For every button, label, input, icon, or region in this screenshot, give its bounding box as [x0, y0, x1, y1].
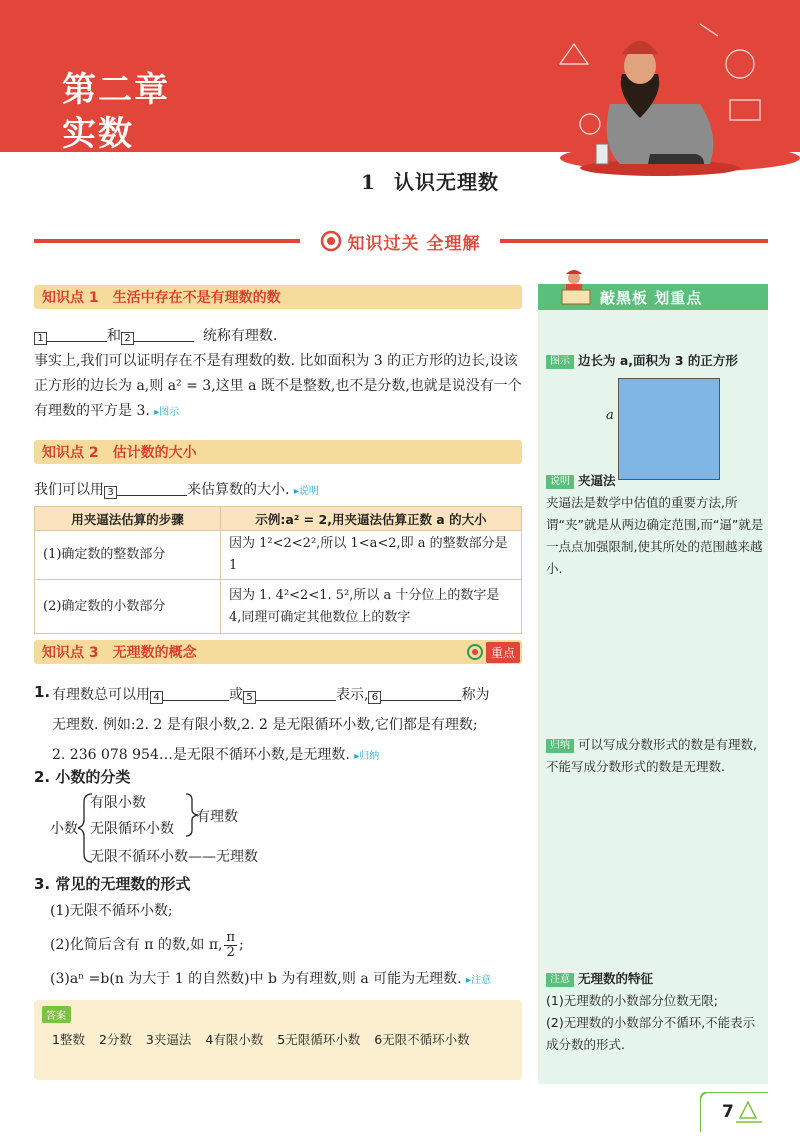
irrational-forms: (1)无限不循环小数; (2)化简后含有 π 的数,如 π, $\frac{\pi}{2}$ ; (3)aⁿ =b(n 为大于 1 的自然数)中 b 为有理数,则 a 可能为无理数. ▸注意 [50, 894, 520, 998]
blank-1[interactable] [47, 328, 107, 342]
blank-2-marker: 2 [121, 332, 134, 345]
kp3-h2: 小数的分类 [55, 768, 131, 786]
kp2-intro [34, 478, 522, 504]
note-line-1: (1)无理数的小数部分位数无限; [546, 993, 718, 1008]
section-number: 1 [361, 170, 376, 194]
kp2-intro-a: 我们可以用 [34, 482, 104, 498]
target-icon [320, 230, 342, 252]
sidebar-notes [538, 284, 768, 1084]
summary-text: 可以写成分数形式的数是有理数,不能写成分数形式的数是无理数. [546, 737, 757, 774]
kp3-h3: 常见的无理数的形式 [55, 875, 191, 893]
decimal-classification [50, 790, 310, 870]
kp3-p1-a: 有理数总可以用 [52, 687, 150, 703]
explain-text: 夹逼法是数学中估值的重要方法,所谓“夹”就是从两边确定范围,而“逼”就是一点点加强限制,使其所处的范围越来越小. [546, 495, 764, 576]
blank-6[interactable] [381, 687, 461, 701]
kp1-and: 和 [107, 328, 121, 344]
section-title-text: 认识无理数 [393, 170, 499, 194]
knowledge-banner [300, 226, 500, 256]
kp3-label: 知识点 3 [42, 645, 99, 661]
kp2-heading [34, 440, 522, 464]
chapter-number: 第二章 [62, 70, 170, 110]
explain-label: 说明 [546, 475, 574, 489]
cls-repeating: 无限循环小数 [90, 821, 174, 837]
bullseye-icon [467, 644, 483, 660]
pi-over-2-fraction [224, 931, 237, 960]
answer-item: 1整数 [52, 1032, 85, 1047]
figure-tag[interactable]: ▸图示 [154, 407, 180, 418]
figure-label: 图示 [546, 355, 574, 369]
answer-item: 6无限不循环小数 [374, 1032, 470, 1047]
fraction-denominator: 2 [226, 944, 235, 960]
figure-caption: 边长为 a,面积为 3 的正方形 [578, 353, 738, 368]
cls-irrational: 无限不循环小数——无理数 [90, 849, 258, 865]
kp3-p1-line2: 无理数. 例如:2. 2 是有限小数,2. 2̇ 是无限循环小数,它们都是有理数; [52, 717, 478, 733]
blank-2[interactable] [134, 328, 194, 342]
kp3-p1-line3: 2. 236 078 954…是无限不循环小数,是无理数. [52, 747, 350, 763]
kp3-p1-d: 称为 [461, 687, 490, 703]
kp1-text [34, 349, 522, 425]
answer-item: 5无限循环小数 [277, 1032, 361, 1047]
cls-finite: 有限小数 [90, 795, 146, 811]
kp1-name: 生活中存在不是有理数的数 [112, 290, 281, 306]
cls-rational: 有理数 [196, 809, 238, 825]
kp3-p1-b: 或 [229, 687, 243, 703]
explain-title: 夹逼法 [578, 473, 616, 488]
blank-4-marker: 4 [150, 691, 163, 704]
side-length-label: a [606, 408, 614, 423]
kp1-heading [34, 285, 522, 309]
sidebar-explain [546, 470, 764, 580]
badge-text: 重点 [486, 642, 520, 663]
table-header: 用夹逼法估算的步骤 [35, 507, 221, 531]
section-title [300, 166, 560, 195]
summary-label: 归纳 [546, 739, 574, 753]
blank-4[interactable] [163, 687, 229, 701]
square-figure [618, 378, 720, 480]
answer-list [52, 1030, 518, 1050]
table-cell: (1)确定数的整数部分 [35, 531, 221, 580]
kp1-line1 [34, 324, 522, 349]
item-number-3: 3. 常见的无理数的形式 [34, 875, 191, 893]
item-number-1: 1. [34, 683, 51, 701]
note-title: 无理数的特征 [578, 971, 654, 986]
kp2-name: 估计数的大小 [112, 445, 197, 461]
note-tag[interactable]: ▸注意 [466, 975, 492, 986]
answer-box [34, 1000, 522, 1080]
cls-root: 小数 [50, 821, 78, 837]
sidebar-title: 敲黑板 划重点 [600, 288, 703, 307]
answer-tag: 答案 [42, 1006, 71, 1023]
explain-tag[interactable]: ▸说明 [293, 486, 319, 497]
answer-item: 3夹逼法 [145, 1032, 192, 1047]
blank-6-marker: 6 [368, 691, 381, 704]
item-number-2: 2. 小数的分类 [34, 768, 131, 786]
table-cell: 因为 1²<2<2²,所以 1<a<2,即 a 的整数部分是 1 [221, 531, 522, 580]
kp3-p1 [52, 680, 522, 772]
sidebar-summary [546, 734, 764, 778]
sidebar-figure [546, 350, 764, 372]
answer-item: 4有限小数 [205, 1032, 264, 1047]
kp2-label: 知识点 2 [42, 445, 99, 461]
form-1: (1)无限不循环小数; [50, 903, 173, 919]
kp3-p1-c: 表示, [336, 687, 369, 703]
form-2: (2)化简后含有 π 的数,如 π, [50, 937, 223, 953]
note-label: 注意 [546, 973, 574, 987]
kp3-name: 无理数的概念 [112, 645, 197, 661]
kp3-heading [34, 640, 522, 664]
sidebar-note [546, 968, 764, 1056]
sidebar-header [538, 284, 768, 310]
table-cell: 因为 1. 4²<2<1. 5²,所以 a 十分位上的数字是 4,同理可确定其他数位上的数字 [221, 580, 522, 634]
page-number: 7 [722, 1102, 734, 1122]
key-point-badge [467, 642, 520, 663]
kp1-body [34, 324, 522, 425]
kp2-intro-b: 来估算数的大小. [187, 482, 290, 498]
squeeze-method-table [34, 506, 522, 634]
blank-3-marker: 3 [104, 486, 117, 499]
blank-5-marker: 5 [243, 691, 256, 704]
banner-text: 知识过关 全理解 [347, 233, 481, 254]
blank-3[interactable] [117, 482, 187, 496]
kp1-line1-end: 统称有理数. [202, 328, 278, 344]
answer-item: 2分数 [98, 1032, 132, 1047]
blank-5[interactable] [256, 687, 336, 701]
fraction-numerator: π [226, 929, 236, 945]
teacher-icon [560, 270, 592, 310]
note-line-2: (2)无理数的小数部分不循环,不能表示成分数的形式. [546, 1015, 756, 1052]
sitting-man-illustration [530, 4, 780, 180]
chapter-title: 实数 [62, 114, 134, 154]
kp1-label: 知识点 1 [42, 290, 99, 306]
kp1-paragraph: 事实上,我们可以证明存在不是有理数的数. 比如面积为 3 的正方形的边长,设该正方形的边长为 a,则 a² = 3,这里 a 既不是整数,也不是分数,也就是说没有一个有理数的平方是 3. [34, 353, 522, 419]
page-corner-decoration [700, 1092, 768, 1132]
table-cell: (2)确定数的小数部分 [35, 580, 221, 634]
blank-1-marker: 1 [34, 332, 47, 345]
summary-tag[interactable]: ▸归纳 [354, 751, 380, 762]
table-header: 示例:a² = 2,用夹逼法估算正数 a 的大小 [221, 507, 522, 531]
form-3: (3)aⁿ =b(n 为大于 1 的自然数)中 b 为有理数,则 a 可能为无理数. [50, 971, 462, 987]
